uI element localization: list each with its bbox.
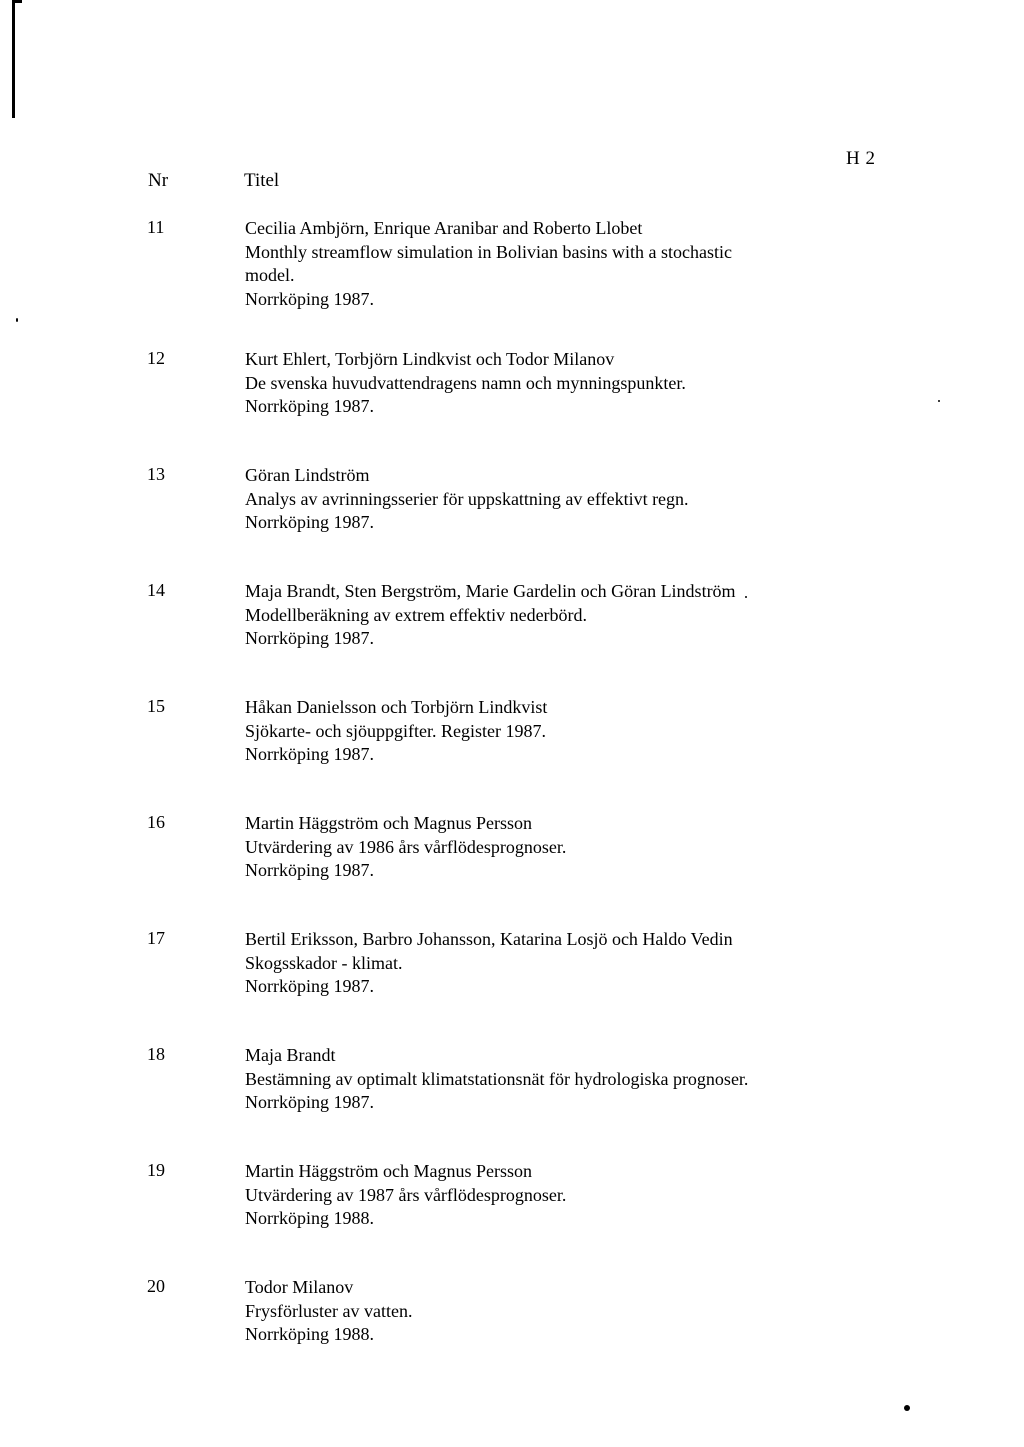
column-header-title: Titel — [244, 170, 280, 191]
entry-authors: Todor Milanov — [245, 1277, 354, 1297]
scan-edge-mark-top — [12, 0, 22, 3]
publication-entry — [0, 1039, 1024, 1155]
entry-number: 20 — [147, 1276, 165, 1296]
publication-entry — [0, 807, 1024, 923]
entry-title-line: Bestämning av optimalt klimatstationsnät för hydrologiska prognoser. — [245, 1068, 749, 1089]
entry-number: 19 — [147, 1160, 165, 1180]
publication-entry — [0, 212, 1024, 343]
entry-body — [245, 1160, 865, 1231]
publication-entry — [0, 1271, 1024, 1387]
page-label: H 2 — [846, 148, 876, 169]
publication-entry — [0, 691, 1024, 807]
entry-authors: Maja Brandt, Sten Bergström, Marie Gardelin och Göran Lindström — [245, 581, 736, 601]
entry-title-line: Analys av avrinningsserier för uppskattning av effektivt regn. — [245, 488, 689, 509]
publication-list — [0, 212, 1024, 1387]
entry-place: Norrköping 1987. — [245, 976, 374, 996]
entry-title-line: model. — [245, 265, 295, 285]
entry-body — [245, 1044, 865, 1115]
entry-title-line: Sjökarte- och sjöuppgifter. Register 1987. — [245, 720, 546, 741]
entry-place: Norrköping 1987. — [245, 396, 374, 416]
entry-authors: Göran Lindström — [245, 465, 370, 485]
entry-body — [245, 812, 865, 883]
scan-speck — [904, 1405, 910, 1411]
entry-title-line: Utvärdering av 1986 års vårflödesprognoser. — [245, 836, 567, 857]
entry-authors: Kurt Ehlert, Torbjörn Lindkvist och Todor Milanov — [245, 349, 615, 369]
entry-number: 16 — [147, 812, 165, 832]
entry-body — [245, 217, 865, 311]
entry-body — [245, 696, 865, 767]
entry-place: Norrköping 1987. — [245, 860, 374, 880]
publication-entry — [0, 459, 1024, 575]
entry-title-line: Frysförluster av vatten. — [245, 1300, 413, 1321]
column-header-nr: Nr — [148, 170, 169, 191]
scan-edge-mark — [12, 0, 15, 118]
entry-authors: Martin Häggström och Magnus Persson — [245, 1161, 532, 1181]
publication-entry — [0, 343, 1024, 459]
entry-number: 14 — [147, 580, 165, 600]
entry-authors: Martin Häggström och Magnus Persson — [245, 813, 532, 833]
entry-place: Norrköping 1987. — [245, 512, 374, 532]
entry-place: Norrköping 1987. — [245, 628, 374, 648]
entry-place: Norrköping 1987. — [245, 1092, 374, 1112]
entry-body — [245, 1276, 865, 1347]
entry-body — [245, 464, 865, 535]
entry-title-line: De svenska huvudvattendragens namn och mynningspunkter. — [245, 372, 686, 393]
entry-number: 12 — [147, 348, 165, 368]
entry-body — [245, 928, 865, 999]
entry-title-line: Skogsskador - klimat. — [245, 952, 403, 973]
entry-body — [245, 348, 865, 419]
publication-entry — [0, 923, 1024, 1039]
publication-entry — [0, 575, 1024, 691]
entry-title-line: Modellberäkning av extrem effektiv nederbörd. — [245, 604, 588, 625]
entry-authors: Maja Brandt — [245, 1045, 336, 1065]
entry-number: 18 — [147, 1044, 165, 1064]
entry-title-line: Monthly streamflow simulation in Bolivian basins with a stochastic — [245, 241, 732, 262]
entry-number: 17 — [147, 928, 165, 948]
entry-place: Norrköping 1988. — [245, 1324, 374, 1344]
entry-authors: Cecilia Ambjörn, Enrique Aranibar and Roberto Llobet — [245, 218, 643, 238]
entry-place: Norrköping 1987. — [245, 744, 374, 764]
publication-entry — [0, 1155, 1024, 1271]
entry-number: 15 — [147, 696, 165, 716]
entry-title-line: Utvärdering av 1987 års vårflödesprognoser. — [245, 1184, 567, 1205]
entry-authors: Bertil Eriksson, Barbro Johansson, Katarina Losjö och Haldo Vedin — [245, 929, 733, 949]
entry-number: 13 — [147, 464, 165, 484]
entry-body — [245, 580, 865, 651]
entry-place: Norrköping 1987. — [245, 288, 374, 309]
entry-authors: Håkan Danielsson och Torbjörn Lindkvist — [245, 697, 548, 717]
entry-place: Norrköping 1988. — [245, 1208, 374, 1228]
entry-number: 11 — [147, 217, 165, 237]
